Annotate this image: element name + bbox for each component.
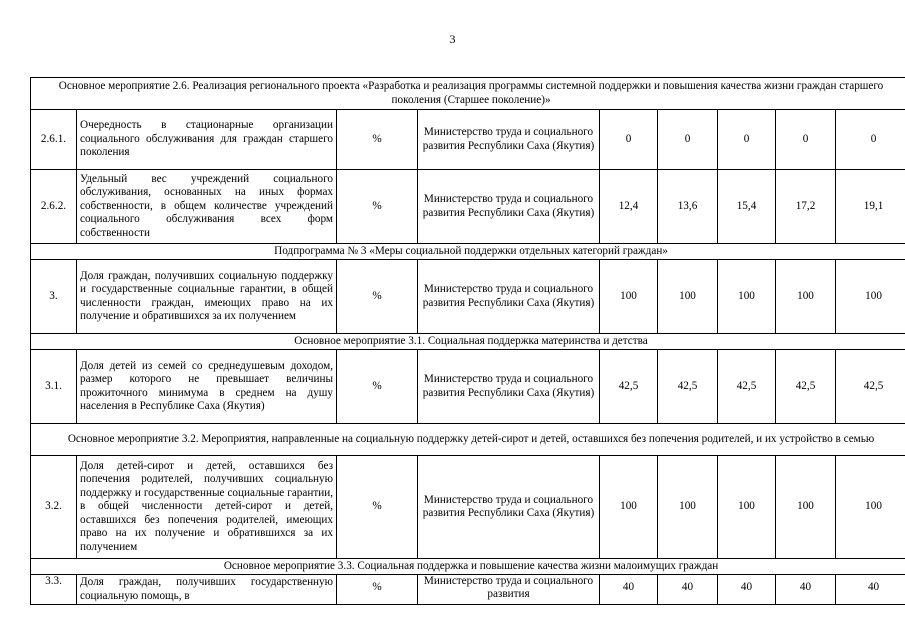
value-cell: 42,5 bbox=[776, 350, 836, 424]
value-cell: 42,5 bbox=[718, 350, 776, 424]
unit-cell: % bbox=[337, 170, 418, 244]
value-cell: 42,5 bbox=[658, 350, 718, 424]
row-number: 3.1. bbox=[31, 350, 77, 424]
table-row bbox=[31, 350, 905, 424]
indicator-description: Доля граждан, получивших государственную социальную помощь, в bbox=[77, 575, 337, 605]
row-number: 2.6.2. bbox=[31, 170, 77, 244]
section-row bbox=[31, 424, 905, 456]
table-row bbox=[31, 260, 905, 334]
value-cell: 0 bbox=[836, 110, 905, 170]
value-cell: 100 bbox=[718, 456, 776, 559]
value-cell: 15,4 bbox=[718, 170, 776, 244]
value-cell: 100 bbox=[658, 456, 718, 559]
value-cell: 0 bbox=[718, 110, 776, 170]
value-cell: 100 bbox=[776, 456, 836, 559]
row-number: 2.6.1. bbox=[31, 110, 77, 170]
row-number: 3. bbox=[31, 260, 77, 334]
unit-cell: % bbox=[337, 260, 418, 334]
section-row bbox=[31, 78, 905, 110]
value-cell: 40 bbox=[658, 575, 718, 605]
value-cell: 17,2 bbox=[776, 170, 836, 244]
table-row bbox=[31, 456, 905, 559]
indicators-table bbox=[30, 77, 905, 605]
value-cell: 12,4 bbox=[600, 170, 658, 244]
value-cell: 40 bbox=[776, 575, 836, 605]
indicator-description: Доля детей из семей со среднедушевым доходом, размер которого не превышает величины прожиточного минимума в среднем на душу населения в Республике Саха (Якутия) bbox=[77, 350, 337, 424]
value-cell: 100 bbox=[836, 456, 905, 559]
section-title: Основное мероприятие 3.3. Социальная поддержка и повышение качества жизни малоимущих граждан bbox=[31, 559, 905, 575]
value-cell: 100 bbox=[600, 260, 658, 334]
executor-cell: Министерство труда и социального развития Республики Саха (Якутия) bbox=[418, 456, 600, 559]
row-number: 3.3. bbox=[31, 575, 77, 605]
executor-cell: Министерство труда и социального развития Республики Саха (Якутия) bbox=[418, 350, 600, 424]
indicator-description: Очередность в стационарные организации социального обслуживания для граждан старшего поколения bbox=[77, 110, 337, 170]
table-row bbox=[31, 110, 905, 170]
value-cell: 42,5 bbox=[836, 350, 905, 424]
value-cell: 100 bbox=[836, 260, 905, 334]
value-cell: 100 bbox=[718, 260, 776, 334]
executor-cell: Министерство труда и социального развития Республики Саха (Якутия) bbox=[418, 260, 600, 334]
value-cell: 19,1 bbox=[836, 170, 905, 244]
executor-cell: Министерство труда и социального развития Республики Саха (Якутия) bbox=[418, 110, 600, 170]
section-title: Основное мероприятие 3.1. Социальная поддержка материнства и детства bbox=[31, 334, 905, 350]
section-row bbox=[31, 244, 905, 260]
section-title: Основное мероприятие 3.2. Мероприятия, направленные на социальную поддержку детей-сирот и детей, оставшихся без попечения родителей, и их устройство в семью bbox=[31, 424, 905, 456]
table-row bbox=[31, 575, 905, 605]
executor-cell: Министерство труда и социального развития Республики Саха (Якутия) bbox=[418, 170, 600, 244]
executor-cell: Министерство труда и социального развития bbox=[418, 575, 600, 605]
unit-cell: % bbox=[337, 350, 418, 424]
value-cell: 40 bbox=[718, 575, 776, 605]
value-cell: 0 bbox=[776, 110, 836, 170]
value-cell: 0 bbox=[600, 110, 658, 170]
value-cell: 40 bbox=[600, 575, 658, 605]
row-number: 3.2. bbox=[31, 456, 77, 559]
value-cell: 100 bbox=[776, 260, 836, 334]
value-cell: 0 bbox=[658, 110, 718, 170]
value-cell: 40 bbox=[836, 575, 905, 605]
indicator-description: Удельный вес учреждений социального обслуживания, основанных на иных формах собственности, в общем количестве учреждений социального обслуживания всех форм собственности bbox=[77, 170, 337, 244]
value-cell: 100 bbox=[600, 456, 658, 559]
table-row bbox=[31, 170, 905, 244]
section-row bbox=[31, 334, 905, 350]
section-title: Основное мероприятие 2.6. Реализация регионального проекта «Разработка и реализация программы системной поддержки и повышения качества жизни граждан старшего поколения (Старшее поколение)» bbox=[31, 78, 905, 110]
indicator-description: Доля граждан, получивших социальную поддержку и государственные социальные гарантии, в общей численности граждан, имеющих право на их получение и обратившихся за их получением bbox=[77, 260, 337, 334]
unit-cell: % bbox=[337, 456, 418, 559]
page-number: 3 bbox=[449, 32, 456, 46]
unit-cell: % bbox=[337, 575, 418, 605]
section-title: Подпрограмма № 3 «Меры социальной поддержки отдельных категорий граждан» bbox=[31, 244, 905, 260]
section-row bbox=[31, 559, 905, 575]
value-cell: 13,6 bbox=[658, 170, 718, 244]
value-cell: 42,5 bbox=[600, 350, 658, 424]
indicator-description: Доля детей-сирот и детей, оставшихся без попечения родителей, получивших социальную поддержку и государственные социальные гарантии, в общей численности детей-сирот и детей, оставшихся без попечения родителей, имеющих право на их получение и обратившихся за их получением bbox=[77, 456, 337, 559]
value-cell: 100 bbox=[658, 260, 718, 334]
unit-cell: % bbox=[337, 110, 418, 170]
